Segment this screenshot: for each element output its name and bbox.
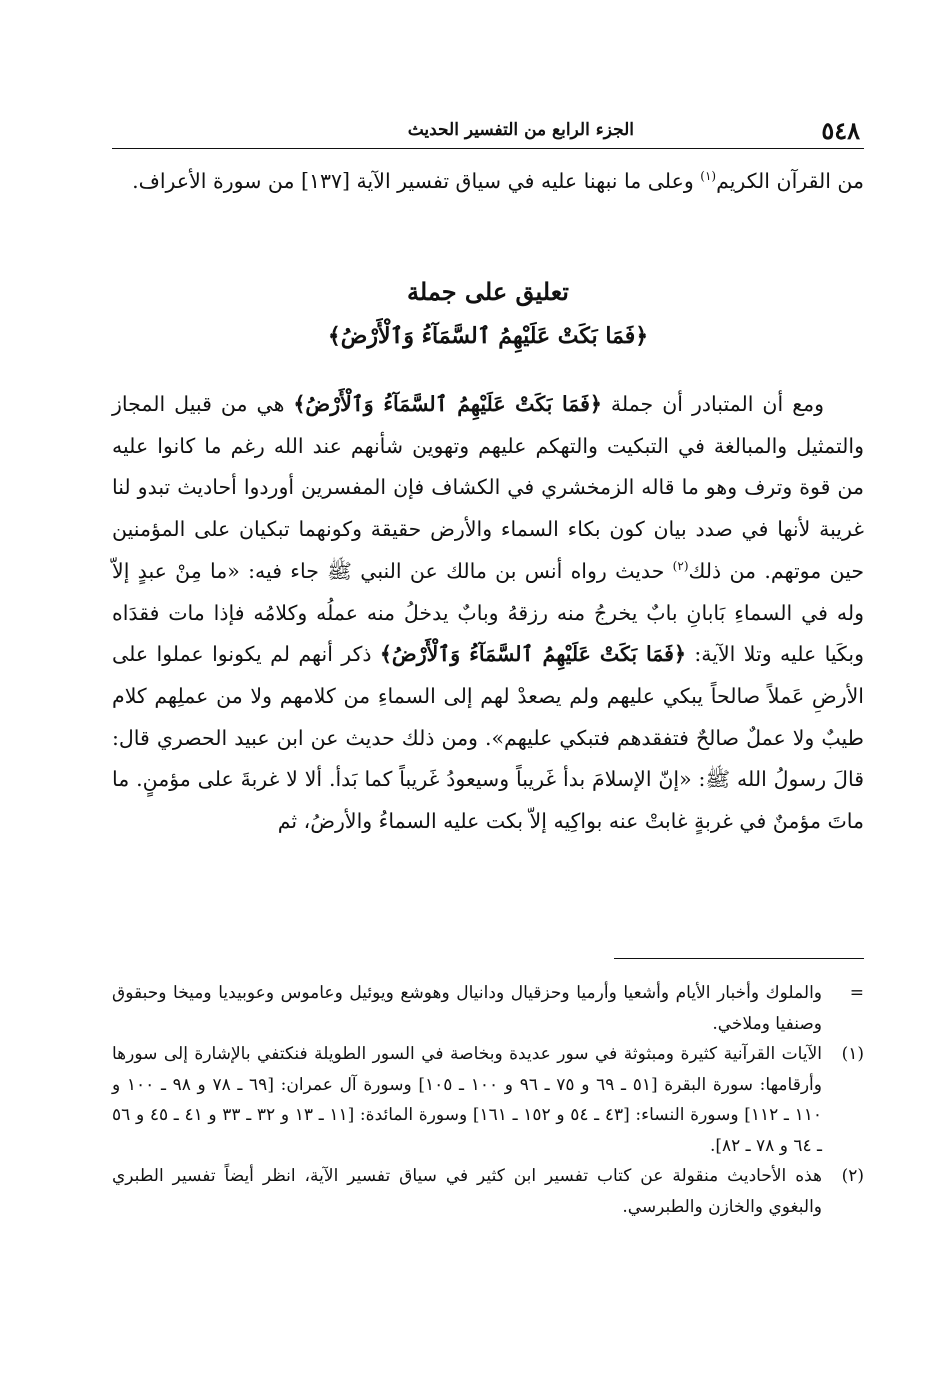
quranic-verse: ﴿فَمَا بَكَتْ عَلَيْهِمُ ٱلسَّمَآءُ وَٱلْأَرْضُ﴾ [379,642,686,667]
section-heading [112,270,864,358]
page-number: ٥٤٨ [821,116,860,145]
paragraph-text: حديث رواه أنس بن مالك عن النبي ﷺ جاء فيه: «ما مِنْ عبدٍ إلاّ وله في السماءِ بَابانِ بابٌ يخرجُ منه رزقهُ وبابٌ يدخلُ منه عملُه وكلامُه فإذا مات فقدَاه وبكَيا عليه وتلا الآية: [112,558,864,667]
quranic-verse: ﴿فَمَا بَكَتْ عَلَيْهِمُ ٱلسَّمَآءُ وَٱلْأَرْضُ﴾ [293,392,602,416]
section-title: تعليق على جملة [407,277,569,306]
footnote-mark: = [849,983,864,1003]
running-title: الجزء الرابع من التفسير الحديث [407,120,634,140]
section-verse: ﴿فَمَا بَكَتْ عَلَيْهِمُ ٱلسَّمَآءُ وَٱلْأَرْضُ﴾ [327,323,649,349]
footnote-2 [112,1161,864,1222]
book-page [112,0,864,1377]
main-paragraph [112,384,864,843]
footnote-ref-1[interactable]: (١) [700,169,717,184]
footnote-text: والملوك وأخبار الأيام وأشعيا وأرميا وحزقيال ودانيال وهوشع ويوئيل وعاموس وعوبيديا وميخا وحبقوق وصنفيا وملاخي. [112,983,822,1034]
intro-text: من القرآن الكريم [716,169,864,193]
footnote-text: هذه الأحاديث منقولة عن كتاب تفسير ابن كثير في سياق تفسير الآية، انظر أيضاً تفسير الطبري والبغوي والخازن والطبرسي. [112,1166,822,1217]
footnotes [112,978,864,1222]
footnote-ref-2[interactable]: (٢) [672,558,689,573]
footnote-1 [112,1039,864,1161]
footnote-continuation [112,978,864,1039]
footnote-mark: (٢) [841,1166,864,1186]
footnote-divider [614,958,864,959]
footnote-mark: (١) [841,1044,864,1064]
footnote-text: الآيات القرآنية كثيرة ومبثوثة في سور عديدة وبخاصة في السور الطويلة فنكتفي بالإشارة إلى سورها وأرقامها: سورة البقرة [٥١ ـ ٦٩ و ٧٥ ـ ٩٦ و ١٠٠ ـ ١٠٥] وسورة آل عمران: [٦٩ ـ ٧٨ و ٩٨ ـ ١٠٠ و ١١٠ ـ ١١٢] وسورة النساء: [٤٣ ـ ٥٤ و ١٥٢ ـ ١٦١] وسورة المائدة: [١١ ـ ١٣ و ٣٢ ـ ٣٣ و ٤١ ـ ٤٥ و ٥٦ ـ ٦٤ و ٧٨ ـ ٨٢]. [112,1044,822,1156]
paragraph-text: ومع أن المتبادر أن جملة [601,392,824,416]
intro-paragraph [112,160,864,202]
page-header [112,112,864,149]
intro-text-cont: وعلى ما نبهنا عليه في سياق تفسير الآية [١٣٧] من سورة الأعراف. [132,169,701,193]
paragraph-text: ذكر أنهم لم يكونوا عملوا على الأرضِ عَملاً صالحاً يبكي عليهم ولم يصعدْ لهم إلى السماءِ من كلامهم ولا من عملِهم كلام طيبٌ ولا عملٌ صالحٌ فتفقدهم فتبكي عليهم». ومن ذلك حديث عن ابن عبيد الحصري قال: قالَ رسولُ الله ﷺ: «إنّ الإسلامَ بدأ غَريباً وسيعودُ غَريباً كما بَدأ. ألا لا غربةَ على مؤمنٍ. ما ماتَ مؤمنٌ في غربةٍ غابتْ عنه بواكِيه إلاّ بكت عليه السماءُ والأرضُ، ثم [112,642,864,834]
paragraph-text: هي من قبيل المجاز والتمثيل والمبالغة في التبكيت والتهكم عليهم وتهوين شأنهم عند الله رغم ما كانوا عليه من قوة وترف وهو ما قاله الزمخشري في الكشاف فإن المفسرين أوردوا أحاديث تبدو لنا غريبة لأنها في صدد بيان كون بكاء السماء والأرض حقيقة وكونهما تبكيان على المؤمنين حين موتهم. من ذلك [112,392,864,583]
